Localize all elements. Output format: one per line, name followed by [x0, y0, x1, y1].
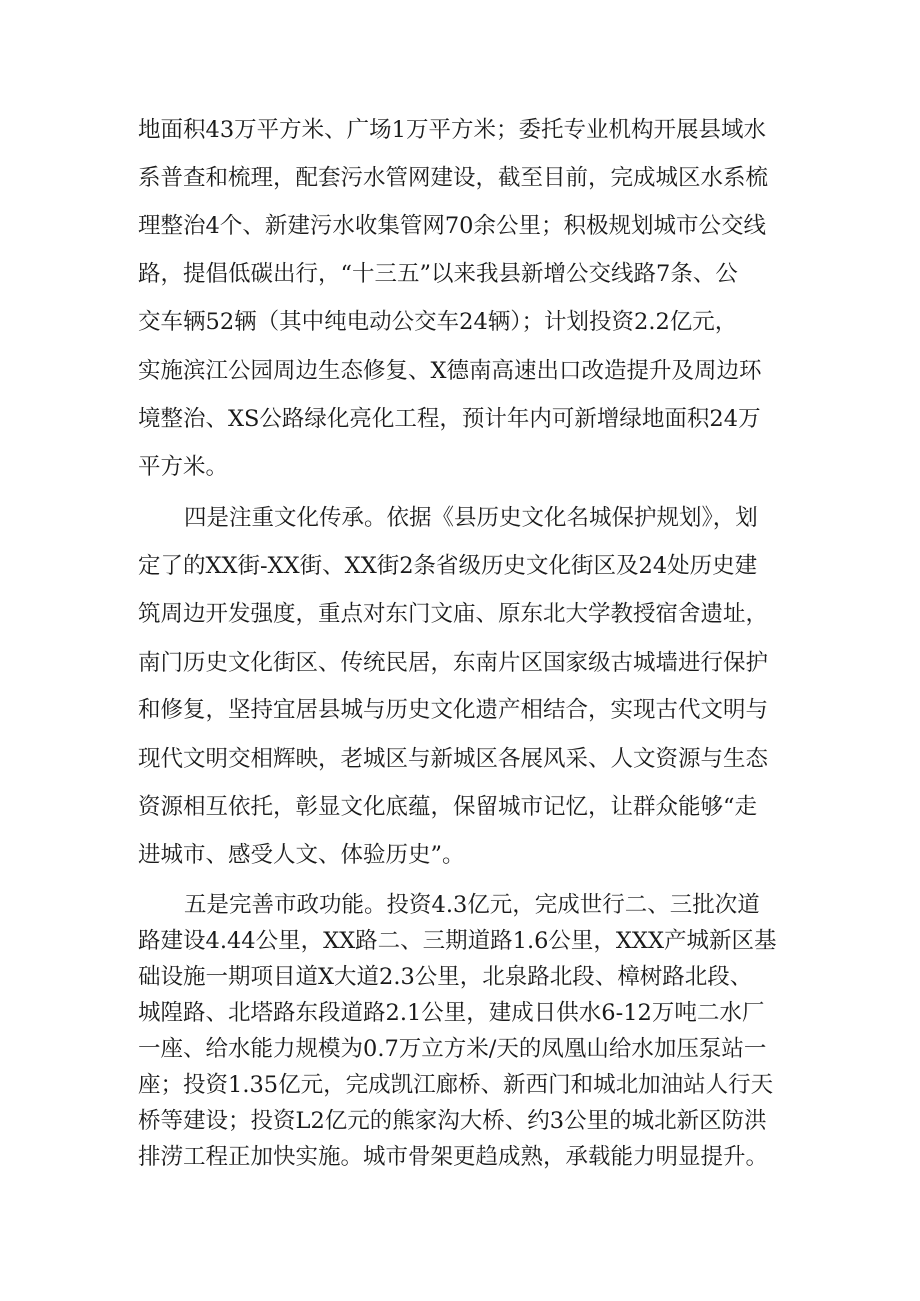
text-line: 理整治4个、新建污水收集管网70余公里；积极规划城市公交线: [138, 213, 766, 239]
text-line: 境整治、XS公路绿化亮化工程，预计年内可新增绿地面积24万: [138, 406, 761, 432]
text-line: 和修复，坚持宜居县城与历史文化遗产相结合，实现古代文明与: [138, 697, 769, 723]
text-line: 筑周边开发强度，重点对东门文庙、原东北大学教授宿舍遗址，: [138, 601, 769, 627]
text-line: 资源相互依托，彰显文化底蕴，保留城市记忆，让群众能够“走: [138, 794, 758, 820]
text-line: 现代文明交相辉映，老城区与新城区各展风采、人文资源与生态: [138, 746, 769, 772]
text-line: 四是注重文化传承。依据《县历史文化名城保护规划》，划: [184, 505, 758, 531]
text-line: 系普查和梳理，配套污水管网建设，截至目前，完成城区水系梳: [138, 165, 769, 191]
text-line: 交车辆52辆（其中纯电动公交车24辆）；计划投资2.2亿元，: [138, 309, 738, 335]
text-line: 地面积43万平方米、广场1万平方米；委托专业机构开展县域水: [138, 117, 766, 143]
text-line: 础设施一期项目道X大道2.3公里，北泉路北段、樟树路北段、: [138, 964, 753, 990]
text-line: 实施滨江公园周边生态修复、X德南高速出口改造提升及周边环: [138, 358, 762, 384]
text-line: 进城市、感受人文、体验历史”。: [138, 842, 465, 868]
text-line: 路建设4.44公里，XX路二、三期道路1.6公里，XXX产城新区基: [138, 928, 777, 954]
text-line: 平方米。: [138, 454, 229, 480]
text-line: 定了的XX街-XX街、XX街2条省级历史文化街区及24处历史建: [138, 553, 758, 579]
text-line: 城隍路、北塔路东段道路2.1公里，建成日供水6-12万吨二水厂: [138, 1000, 765, 1026]
text-line: 排涝工程正加快实施。城市骨架更趋成熟，承载能力明显提升。: [138, 1144, 769, 1170]
text-line: 南门历史文化街区、传统民居，东南片区国家级古城墙进行保护: [138, 650, 769, 676]
text-line: 路，提倡低碳出行，“十三五”以来我县新增公交线路7条、公: [138, 261, 738, 287]
text-line: 五是完善市政功能。投资4.3亿元，完成世行二、三批次道: [184, 892, 760, 918]
text-line: 座；投资1.35亿元，完成凯江廊桥、新西门和城北加油站人行天: [138, 1072, 774, 1098]
text-line: 一座、给水能力规模为0.7万立方米/天的凤凰山给水加压泵站一: [138, 1036, 767, 1062]
text-line: 桥等建设；投资L2亿元的熊家沟大桥、约3公里的城北新区防洪: [138, 1108, 767, 1134]
